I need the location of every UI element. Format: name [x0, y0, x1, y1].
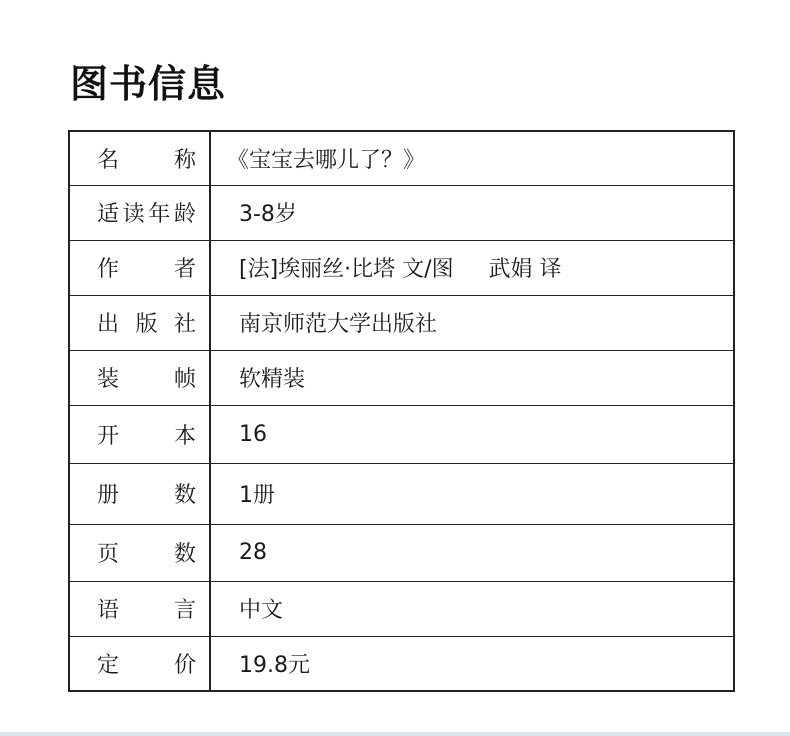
row-label-title: [69, 131, 210, 185]
row-label-binding: [69, 350, 210, 405]
label-char: 页: [97, 542, 120, 567]
age-range-value: 3-8岁: [210, 185, 734, 240]
table-row-author: [69, 240, 734, 295]
language-value: 中文: [210, 581, 734, 636]
table-row-pages: [69, 524, 734, 581]
table-row-binding: [69, 350, 734, 405]
label-char: 作: [97, 257, 120, 282]
row-label-price: [69, 636, 210, 691]
label-char: 读: [122, 202, 145, 227]
label-char: 出: [97, 312, 120, 337]
row-label-age-range: [69, 185, 210, 240]
label-char: 适: [97, 202, 120, 227]
table-row-publisher: [69, 295, 734, 350]
label-char: 册: [97, 483, 120, 508]
row-label-language: [69, 581, 210, 636]
row-label-publisher: [69, 295, 210, 350]
table-row-age-range: [69, 185, 734, 240]
label-char: 本: [173, 423, 196, 449]
label-char: 开: [97, 423, 120, 449]
row-label-volumes: [69, 463, 210, 524]
binding-value: 软精装: [210, 350, 734, 405]
page-title: 图书信息: [70, 62, 227, 106]
row-label-format: [69, 405, 210, 463]
label-char: 年: [148, 202, 171, 227]
label-char: 价: [173, 652, 196, 678]
label-char: 数: [173, 483, 196, 508]
table-row-volumes: [69, 463, 734, 524]
publisher-value: 南京师范大学出版社: [210, 295, 734, 350]
table-row-language: [69, 581, 734, 636]
label-char: 语: [97, 598, 120, 623]
bottom-divider: [0, 732, 790, 736]
label-char: 者: [173, 257, 196, 282]
label-char: 版: [135, 312, 158, 337]
volumes-value: 1册: [210, 463, 734, 524]
pages-value: 28: [210, 524, 734, 581]
row-label-author: [69, 240, 210, 295]
format-value: 16: [210, 405, 734, 463]
label-char: 言: [173, 598, 196, 623]
price-value: 19.8元: [210, 636, 734, 691]
label-char: 龄: [173, 202, 196, 227]
label-char: 数: [173, 542, 196, 567]
book-title-value: 《宝宝去哪儿了？》: [210, 131, 734, 185]
label-char: 帧: [173, 367, 196, 392]
table-row-format: [69, 405, 734, 463]
table-row-title: [69, 131, 734, 185]
book-info-table: [68, 130, 735, 692]
label-char: 名: [97, 147, 120, 173]
author-value: [法]埃丽丝·比塔 文/图 武娟 译: [210, 240, 734, 295]
label-char: 装: [97, 367, 120, 392]
table-row-price: [69, 636, 734, 691]
label-char: 称: [173, 147, 196, 173]
label-char: 定: [97, 652, 120, 678]
label-char: 社: [173, 312, 196, 337]
row-label-pages: [69, 524, 210, 581]
